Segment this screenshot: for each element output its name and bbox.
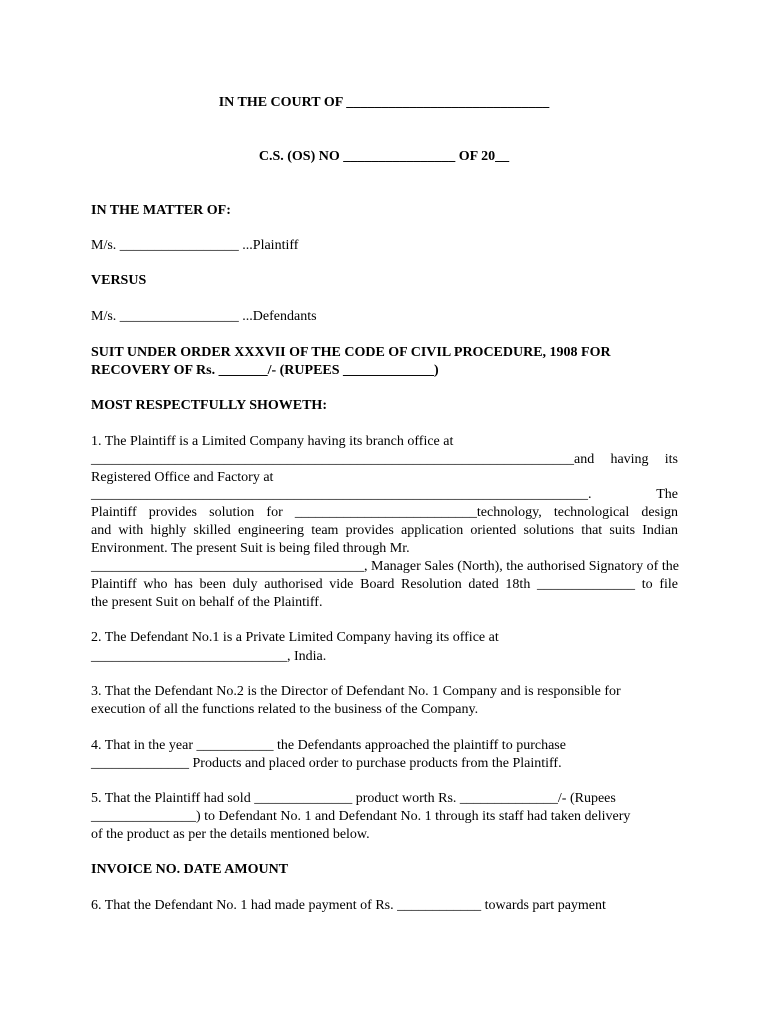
para-1-line: Registered Office and Factory at <box>91 470 274 485</box>
para-1-line: Environment. The present Suit is being filed through Mr. <box>91 541 410 556</box>
para-1-line: the present Suit on behalf of the Plaintiff. <box>91 595 323 610</box>
para-1-line: 1. The Plaintiff is a Limited Company having its branch office at <box>91 434 454 449</box>
para-5-line: _______________) to Defendant No. 1 and Defendant No. 1 through its staff had taken delivery <box>91 809 631 824</box>
showeth-heading: MOST RESPECTFULLY SHOWETH: <box>91 398 327 413</box>
matter-heading: IN THE MATTER OF: <box>91 203 231 218</box>
court-heading: IN THE COURT OF _____________________________ <box>218 95 550 110</box>
para-1-line: Plaintiff who has been duly authorised vide Board Resolution dated 18th ______________ to file <box>91 577 678 592</box>
plaintiff-line: M/s. _________________ ...Plaintiff <box>91 238 299 253</box>
suit-title-line-2: RECOVERY OF Rs. _______/- (RUPEES _____________) <box>91 363 439 378</box>
para-3-line: 3. That the Defendant No.2 is the Director of Defendant No. 1 Company and is responsible for <box>91 684 621 699</box>
para-5-line: of the product as per the details mentioned below. <box>91 827 370 842</box>
invoice-heading: INVOICE NO. DATE AMOUNT <box>91 862 289 877</box>
para-3-line: execution of all the functions related to the business of the Company. <box>91 702 479 717</box>
para-2-line: ____________________________, India. <box>91 649 327 664</box>
para-1-line: and with highly skilled engineering team provides application oriented solutions that suits Indian <box>91 523 678 538</box>
para-2-line: 2. The Defendant No.1 is a Private Limited Company having its office at <box>91 630 499 645</box>
case-number-heading: C.S. (OS) NO ________________ OF 20__ <box>258 149 510 164</box>
defendants-line: M/s. _________________ ...Defendants <box>91 309 317 324</box>
para-4-line: ______________ Products and placed order to purchase products from the Plaintiff. <box>91 756 562 771</box>
para-1-line: _____________________________________________________________________and having its <box>91 452 678 467</box>
para-1-line: Plaintiff provides solution for __________________________technology, technological design <box>91 505 678 520</box>
para-4-line: 4. That in the year ___________ the Defendants approached the plaintiff to purchase <box>91 738 566 753</box>
para-1-line: _______________________________________, Manager Sales (North), the authorised Signatory of the <box>91 559 679 574</box>
suit-title-line-1: SUIT UNDER ORDER XXXVII OF THE CODE OF CIVIL PROCEDURE, 1908 FOR <box>91 345 611 360</box>
para-5-line: 5. That the Plaintiff had sold ______________ product worth Rs. ______________/- (Rupees <box>91 791 616 806</box>
para-6-line: 6. That the Defendant No. 1 had made payment of Rs. ____________ towards part payment <box>91 898 606 913</box>
para-1-line: _______________________________________________________________________. The <box>91 487 678 502</box>
versus-heading: VERSUS <box>91 273 147 288</box>
